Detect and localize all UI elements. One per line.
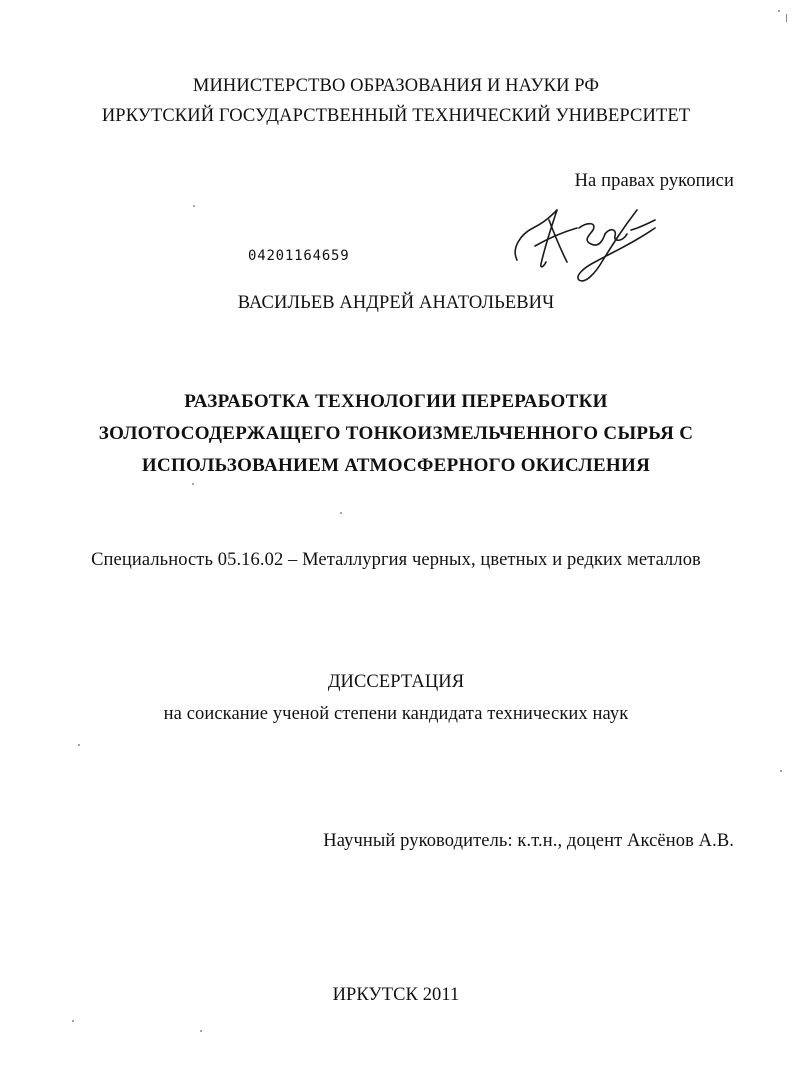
title-line-3: ИСПОЛЬЗОВАНИЕМ АТМОСФЕРНОГО ОКИСЛЕНИЯ xyxy=(141,455,651,476)
scan-speck xyxy=(192,483,194,485)
scan-speck xyxy=(778,10,780,12)
scan-speck xyxy=(193,205,195,207)
ministry-heading: МИНИСТЕРСТВО ОБРАЗОВАНИЯ И НАУКИ РФ xyxy=(192,76,600,96)
university-heading: ИРКУТСКИЙ ГОСУДАРСТВЕННЫЙ ТЕХНИЧЕСКИЙ УНИВЕРСИТЕТ xyxy=(101,106,691,126)
scan-speck xyxy=(786,14,787,22)
scan-speck xyxy=(78,744,80,746)
scan-speck xyxy=(72,1020,74,1022)
document-type: ДИССЕРТАЦИЯ xyxy=(327,672,465,692)
rights-note: На правах рукописи xyxy=(574,171,734,191)
scan-speck xyxy=(780,770,782,772)
specialty-line: Специальность 05.16.02 – Металлургия черных, цветных и редких металлов xyxy=(91,550,701,570)
author-signature xyxy=(505,198,675,290)
degree-line: на соискание ученой степени кандидата технических наук xyxy=(163,704,629,724)
city-year: ИРКУТСК 2011 xyxy=(332,985,460,1005)
author-name: ВАСИЛЬЕВ АНДРЕЙ АНАТОЛЬЕВИЧ xyxy=(237,293,555,313)
title-line-2: ЗОЛОТОСОДЕРЖАЩЕГО ТОНКОИЗМЕЛЬЧЕННОГО СЫРЬЯ С xyxy=(98,423,694,444)
scan-speck xyxy=(200,1030,202,1032)
title-line-1: РАЗРАБОТКА ТЕХНОЛОГИИ ПЕРЕРАБОТКИ xyxy=(184,391,608,412)
supervisor-line: Научный руководитель: к.т.н., доцент Аксёнов А.В. xyxy=(323,831,734,851)
scan-speck xyxy=(340,512,342,514)
registration-number: 04201164659 xyxy=(248,248,350,264)
